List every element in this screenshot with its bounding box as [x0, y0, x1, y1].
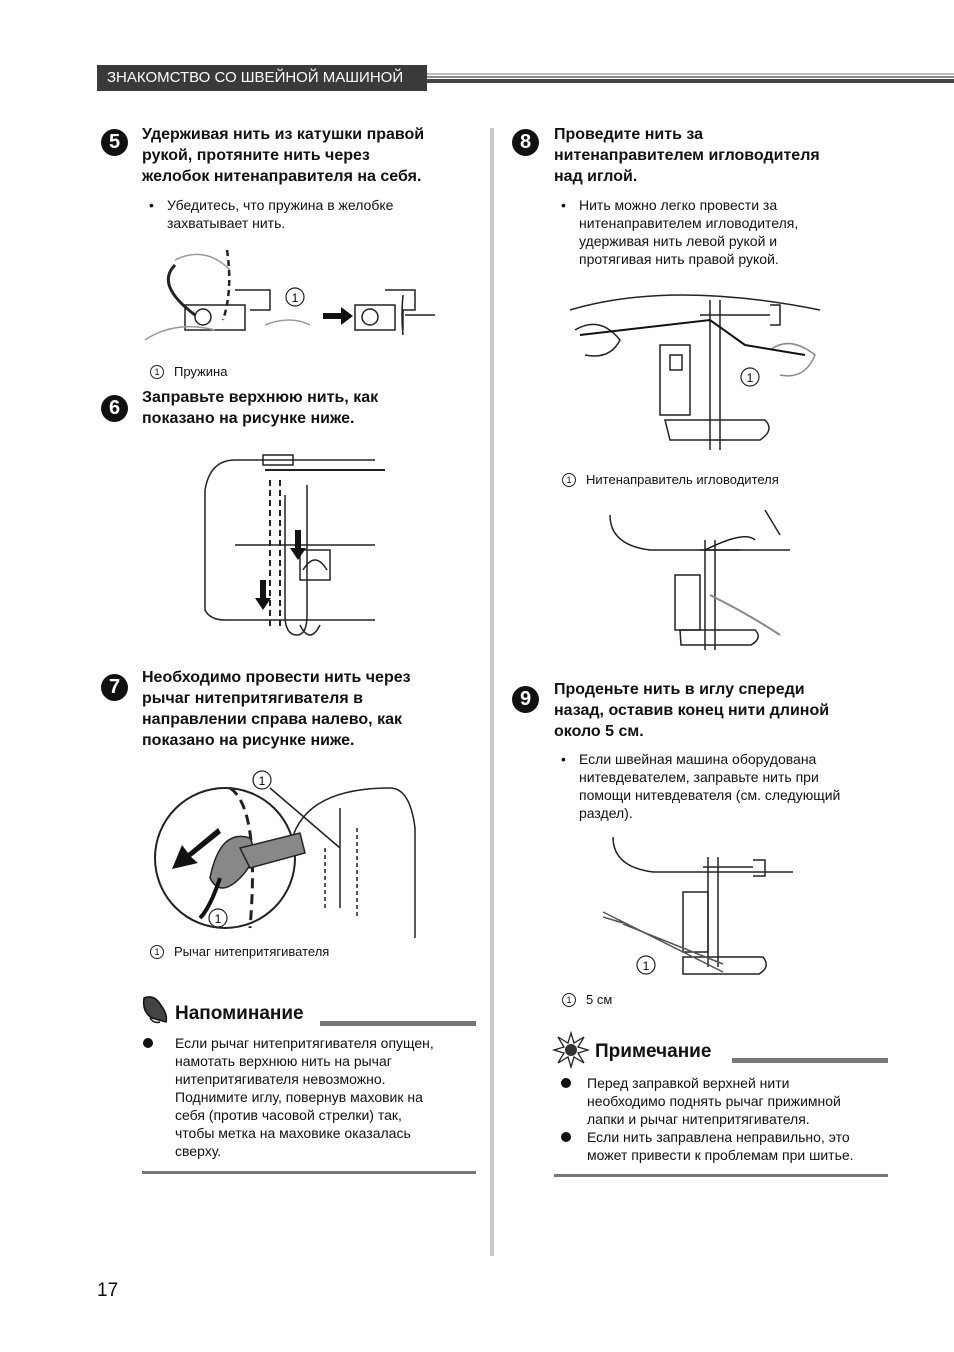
header-bar	[97, 65, 427, 91]
reminder-line: нитепритягивателя невозможно.	[175, 1071, 386, 1087]
star-burst-icon	[553, 1032, 589, 1068]
note-title: Примечание	[595, 1041, 712, 1062]
bullet-line: нитевдевателем, заправьте нить при	[579, 769, 819, 785]
thread-guide-illustration	[135, 245, 445, 360]
title-line: показано на рисунке ниже.	[142, 410, 355, 427]
reminder-line: себя (против часовой стрелки) так,	[175, 1107, 402, 1123]
caption-text: Рычаг нитепритягивателя	[174, 944, 330, 959]
step-9-caption	[562, 992, 612, 1008]
needle-threading-illustration	[600, 505, 790, 655]
title-line: показано на рисунке ниже.	[142, 732, 355, 749]
bullet-line: удерживая нить левой рукой и	[579, 233, 778, 249]
title-line: Заправьте верхнюю нить, как	[142, 389, 379, 406]
title-line: рукой, протяните нить через	[142, 147, 370, 164]
reminder-bottom-rule	[142, 1171, 476, 1174]
step-number-9: 9	[512, 686, 539, 713]
title-line: нитенаправителем игловодителя	[554, 147, 820, 164]
bullet-line: помощи нитевдевателя (см. следующий	[579, 787, 841, 803]
callout-label: 1	[642, 959, 650, 973]
bullet-line: Нить можно легко провести за	[579, 197, 778, 213]
title-line: Проведите нить за	[554, 126, 703, 143]
callout-label: 1	[291, 291, 299, 305]
note-item	[587, 1128, 887, 1164]
note-line: может привести к проблемам при шитье.	[587, 1147, 854, 1163]
title-line: около 5 см.	[554, 723, 644, 740]
callout-label: 1	[258, 774, 266, 788]
machine-threading-illustration	[205, 450, 385, 660]
section-header	[97, 65, 954, 91]
caption-text: Нитенаправитель игловодителя	[586, 472, 779, 487]
step-number-6: 6	[101, 395, 128, 422]
page-number: 17	[97, 1280, 119, 1301]
bullet-dot	[561, 1078, 571, 1088]
caption-number: 1	[562, 473, 576, 487]
step-5-bullet: • Убедитесь, что пружина в желобке захватывает нить.	[167, 196, 467, 232]
bullet-line: Если швейная машина оборудована	[579, 751, 817, 767]
step-number-5: 5	[101, 129, 128, 156]
bullet-line: нитенаправителем игловодителя,	[579, 215, 799, 231]
step-8-bullet: • Нить можно легко провести за нитенаправителем игловодителя, удерживая нить левой рукой и протягивая нить правой рукой.	[579, 196, 879, 268]
reminder-line: намотать верхнюю нить на рычаг	[175, 1053, 392, 1069]
bullet-dot	[561, 1132, 571, 1142]
step-number-7: 7	[101, 674, 128, 701]
caption-number: 1	[150, 945, 164, 959]
title-line: Необходимо провести нить через	[142, 669, 411, 686]
caption-number: 1	[562, 993, 576, 1007]
bullet-line: Убедитесь, что пружина в желобке	[167, 197, 394, 213]
thread-length-illustration	[603, 832, 793, 982]
title-line: направлении справа налево, как	[142, 711, 402, 728]
reminder-item	[175, 1034, 475, 1160]
note-line: Перед заправкой верхней нити	[587, 1075, 790, 1091]
step-9-title	[554, 679, 894, 742]
note-line: лапки и рычаг нитепритягивателя.	[587, 1111, 810, 1127]
title-line: Удерживая нить из катушки правой	[142, 126, 425, 143]
note-line: необходимо поднять рычаг прижимной	[587, 1093, 841, 1109]
step-6-title	[142, 387, 482, 429]
caption-text: 5 см	[586, 992, 613, 1007]
bullet-line: протягивая нить правой рукой.	[579, 251, 779, 267]
note-line: Если нить заправлена неправильно, это	[587, 1129, 850, 1145]
reminder-rule	[320, 1021, 476, 1026]
caption-text: Пружина	[174, 364, 228, 379]
step-8-title	[554, 124, 894, 187]
note-bottom-rule	[554, 1174, 888, 1177]
header-title: ЗНАКОМСТВО СО ШВЕЙНОЙ МАШИНОЙ	[107, 69, 404, 86]
reminder-line: сверху.	[175, 1143, 222, 1159]
step-5-title	[142, 124, 482, 187]
step-7-title	[142, 667, 482, 751]
take-up-lever-illustration	[150, 768, 420, 938]
title-line: желобок нитенаправителя на себя.	[142, 168, 422, 185]
bullet-line: захватывает нить.	[167, 215, 286, 231]
reminder-line: Если рычаг нитепритягивателя опущен,	[175, 1035, 434, 1051]
step-9-bullet: • Если швейная машина оборудована нитевдевателем, заправьте нить при помощи нитевдевателя (см. следующий раздел).	[579, 750, 889, 822]
reminder-title: Напоминание	[175, 1003, 304, 1024]
bullet-line: раздел).	[579, 805, 633, 821]
reminder-line: чтобы метка на маховике оказалась	[175, 1125, 411, 1141]
bullet-dot	[143, 1038, 153, 1048]
note-item	[587, 1074, 887, 1128]
needle-bar-guide-illustration	[570, 290, 820, 455]
step-8-caption	[562, 472, 779, 488]
callout-label: 1	[746, 371, 754, 385]
caption-number: 1	[150, 365, 164, 379]
note-rule	[732, 1058, 888, 1063]
bell-icon	[140, 996, 172, 1026]
title-line: Проденьте нить в иглу спереди	[554, 681, 805, 698]
column-divider	[490, 128, 494, 1256]
title-line: рычаг нитепритягивателя в	[142, 690, 363, 707]
step-7-caption	[150, 944, 329, 960]
reminder-line: Поднимите иглу, повернув маховик на	[175, 1089, 423, 1105]
title-line: над иглой.	[554, 168, 638, 185]
callout-label: 1	[214, 912, 222, 926]
step-number-8: 8	[512, 129, 539, 156]
header-rule	[427, 73, 954, 83]
title-line: назад, оставив конец нити длиной	[554, 702, 830, 719]
step-5-caption	[150, 364, 227, 380]
